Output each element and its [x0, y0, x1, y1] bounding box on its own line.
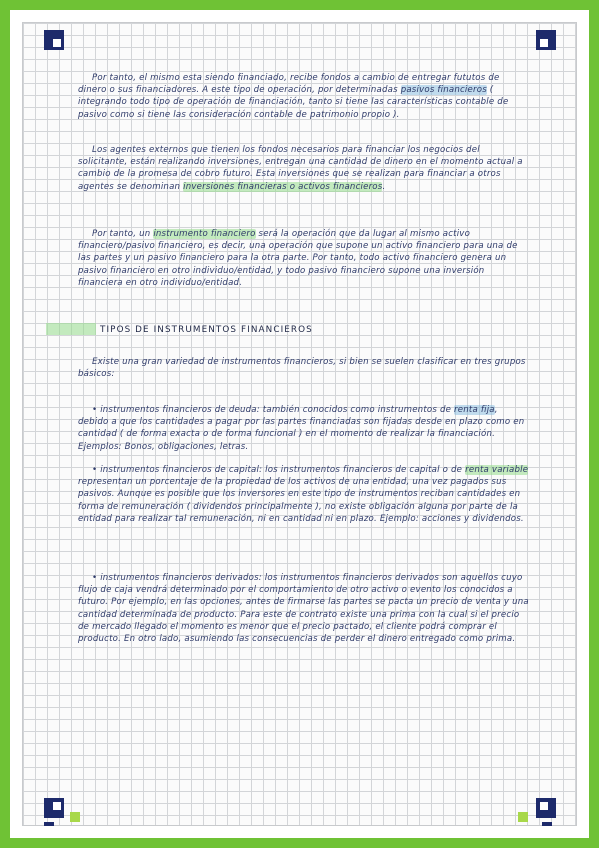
text-segment: • instrumentos financieros derivados: los instrumentos financieros derivados son aquellos cuyo flujo de caja vendrá determinado por el comportamiento de otro activo o evento los conocidos a futuro. Por ejemplo, en las opciones, antes de firmarse las partes se pacta un precio de venta y una cantidad determinada de producto. Para este de contrato existe una prima con la cual si el precio de mercado llegado el momento es menor que el precio pactado, el cliente podrá comprar el producto. En otro lado, asumiendo las consecuencias de perder el dinero entregado como prima. — [78, 573, 529, 645]
text-segment: . — [382, 181, 386, 192]
paragraph-equity-instruments — [78, 464, 530, 525]
text-segment: Existe una gran variedad de instrumentos financieros, si bien se suelen clasificar en tres grupos básicos: — [78, 357, 526, 380]
highlight-renta-variable: renta variable — [465, 465, 529, 475]
paragraph-derivative-instruments — [78, 572, 530, 645]
paragraph-debt-instruments — [78, 404, 530, 453]
highlight-inversiones-financieras: inversiones financieras o activos financieros — [183, 181, 383, 192]
heading-highlight-mark — [46, 323, 96, 335]
corner-marker-bottom-left-icon — [44, 798, 64, 818]
text-segment: Por tanto, un — [92, 229, 154, 239]
paragraph-financing — [78, 72, 530, 121]
text-segment: • instrumentos financieros de capital: los instrumentos financieros de capital o de — [92, 465, 466, 475]
corner-dash-bottom-left-icon — [44, 822, 54, 826]
section-heading: TIPOS DE INSTRUMENTOS FINANCIEROS — [100, 325, 313, 335]
highlight-instrumento-financiero: instrumento financiero — [153, 229, 256, 239]
text-segment: ( integrando todo tipo de operación de financiación, tanto si tiene las características contable de pasivo como si tiene las consideración contable de patrimonio propio ). — [78, 85, 509, 120]
highlight-pasivos-financieros: pasivos financieros — [400, 85, 487, 96]
corner-dash-bottom-right-icon — [542, 822, 552, 826]
text-segment: Los agentes externos que tienen los fondos necesarios para financiar los negocios del solicitante, están realizando inversiones, entregan una cantidad de dinero en el momento actual a cambio de la promesa de cobro futuro. Esta inversiones que se realizan para financiar a otros agentes se denominan — [78, 145, 523, 192]
corner-marker-bottom-right-icon — [536, 798, 556, 818]
paragraph-external-agents — [78, 144, 530, 193]
text-segment: será la operación que da lugar al mismo activo financiero/pasivo financiero, es decir, una operación que supone un activo financiero para una de las partes y un pasivo financiero para la otra parte. Por tanto, todo activo financiero genera un pasivo financiero en otro individuo/entidad, y todo pasivo financiero supone una inversión financiera en otro individuo/entidad. — [78, 229, 518, 288]
text-segment: • instrumentos financieros de deuda: también conocidos como instrumentos de — [92, 405, 455, 415]
text-segment: Por tanto, el mismo esta siendo financiado, recibe fondos a cambio de entregar fututos de dinero o sus financiadores. A este tipo de operación, por determinadas — [78, 73, 500, 96]
text-segment: , debido a que los cantidades a pagar por las partes financiadas son fijadas desde en plazo como en cantidad ( de forma exacta o de forma funcional ) en el momento de realizar la financiación. Ejemplos: Bonos, obligaciones, letras. — [78, 405, 525, 452]
paragraph-intro-types — [78, 356, 530, 380]
text-segment: representan un porcentaje de la propiedad de los activos de una entidad, una vez pagados sus pasivos. Aunque es posible que los inversores en este tipo de instrumentos reciban cantidades en forma de remuneración ( dividendos principalmente ), no existe obligación alguna por parte de la entidad para realizar tal remuneración, ni en cantidad ni en plazo. Ejemplo: acciones y dividendos. — [78, 477, 524, 524]
green-marker-right-icon — [518, 812, 528, 822]
corner-marker-top-right-icon — [536, 30, 556, 50]
corner-marker-top-left-icon — [44, 30, 64, 50]
green-marker-left-icon — [70, 812, 80, 822]
highlight-renta-fija: renta fija — [454, 405, 495, 415]
paragraph-financial-instrument — [78, 228, 530, 289]
